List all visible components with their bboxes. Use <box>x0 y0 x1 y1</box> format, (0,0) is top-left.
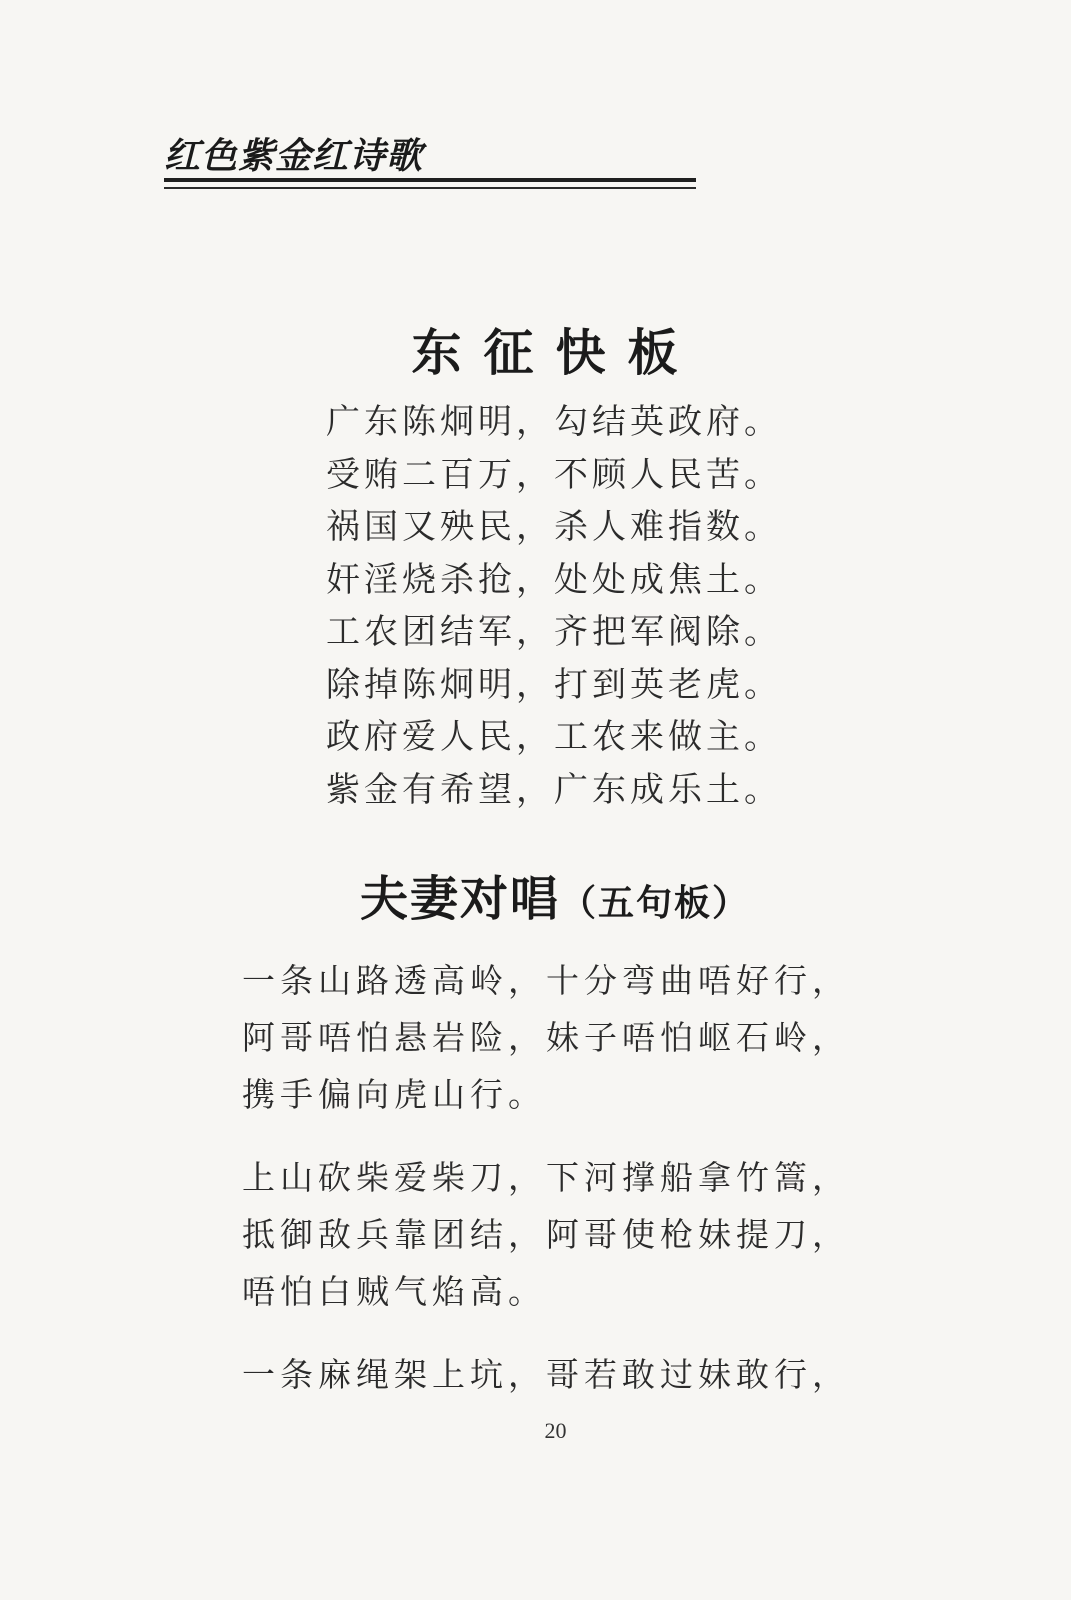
header-rule-thick <box>164 178 696 182</box>
poem-line: 工农团结军，齐把军阀除。 <box>326 612 782 652</box>
poem2-subtitle: （五句板） <box>560 882 751 924</box>
poem1-title: 东征快板 <box>411 323 700 382</box>
poem2-body <box>242 952 850 1429</box>
stanza <box>242 1346 850 1403</box>
poem-line: 奸淫烧杀抢，处处成焦土。 <box>326 559 782 600</box>
poem-line: 紫金有希望，广东成乐土。 <box>326 769 782 810</box>
stanza <box>242 1149 850 1320</box>
poem2-title <box>360 860 750 929</box>
poem1-body <box>326 396 782 816</box>
poem-line: 抵御敌兵靠团结，阿哥使枪妹提刀， <box>242 1215 850 1254</box>
poem-line: 一条麻绳架上坑，哥若敢过妹敢行， <box>242 1355 850 1394</box>
running-head: 红色紫金红诗歌 <box>164 135 424 177</box>
poem-line: 祸国又殃民，杀人难指数。 <box>326 507 782 547</box>
poem-line: 携手偏向虎山行。 <box>242 1075 546 1114</box>
header-rule-thin <box>164 187 696 189</box>
stanza <box>242 952 850 1123</box>
poem-line: 除掉陈炯明，打到英老虎。 <box>326 664 782 705</box>
page-number: 20 <box>544 1418 567 1443</box>
poem-line: 阿哥唔怕悬岩险，妹子唔怕岖石岭， <box>242 1018 850 1057</box>
poem-line: 广东陈炯明，勾结英政府。 <box>326 402 782 442</box>
poem-line: 唔怕白贼气焰高。 <box>242 1272 546 1311</box>
poem-line: 上山砍柴爱柴刀，下河撑船拿竹篙， <box>242 1158 850 1197</box>
poem-line: 受贿二百万，不顾人民苦。 <box>326 454 782 495</box>
poem2-title-main: 夫妻对唱 <box>360 871 561 927</box>
poem-line: 一条山路透高岭，十分弯曲唔好行， <box>242 961 850 1000</box>
poem-line: 政府爱人民，工农来做主。 <box>326 717 782 757</box>
